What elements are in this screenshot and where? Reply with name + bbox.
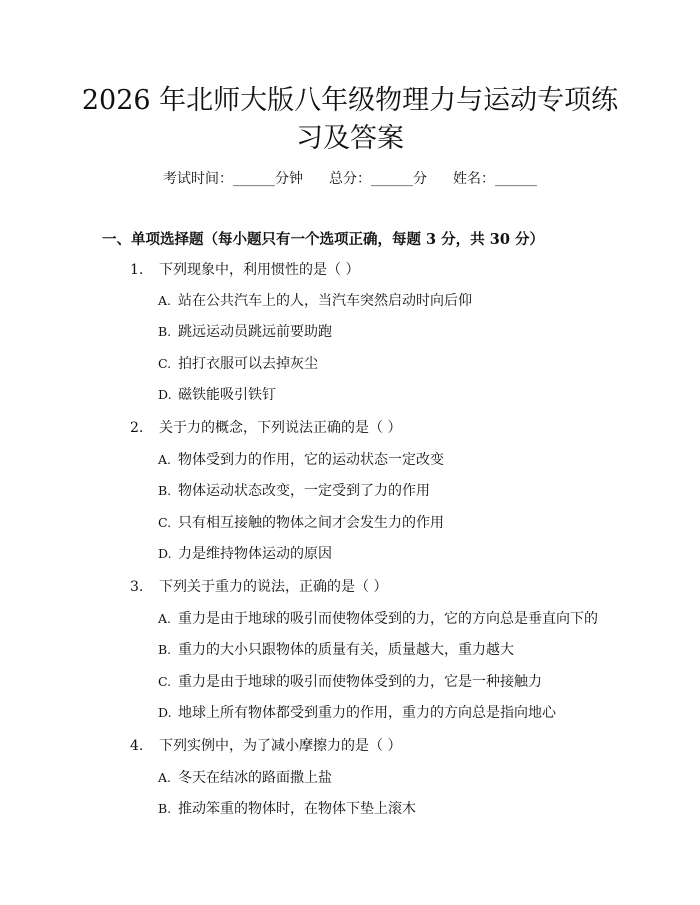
option-text: 重力是由于地球的吸引而使物体受到的力，它的方向总是垂直向下的: [178, 611, 598, 627]
option-text: 拍打衣服可以去掉灰尘: [178, 356, 318, 372]
option-key: C.: [158, 674, 172, 689]
question-stem: 关于力的概念，下列说法正确的是（ ）: [159, 420, 402, 436]
option-text: 力是维持物体运动的原因: [178, 546, 332, 562]
question-4-option-b: [158, 799, 416, 819]
option-text: 冬天在结冰的路面撒上盐: [178, 770, 332, 786]
option-text: 跳远运动员跳远前要助跑: [178, 324, 332, 340]
total-score-label: 总分：: [329, 171, 371, 187]
section-heading: 一、单项选择题（每小题只有一个选项正确，每题 3 分，共 30 分）: [102, 231, 544, 248]
exam-time-blank: ______: [233, 171, 275, 187]
exam-time-label: 考试时间：: [163, 171, 233, 187]
option-key: A.: [158, 770, 172, 785]
question-1-option-a: [158, 291, 472, 311]
question-3-option-c: [158, 672, 542, 692]
option-key: B.: [158, 642, 172, 657]
option-text: 物体受到力的作用，它的运动状态一定改变: [178, 452, 444, 468]
question-2-option-c: [158, 513, 444, 533]
option-key: A.: [158, 452, 172, 467]
option-key: D.: [158, 705, 172, 720]
question-stem: 下列关于重力的说法，正确的是（ ）: [159, 579, 388, 595]
option-key: A.: [158, 611, 172, 626]
question-1: [130, 260, 359, 280]
question-2-option-a: [158, 450, 444, 470]
question-3-option-d: [158, 703, 556, 723]
question-3: [130, 577, 387, 597]
question-2: [130, 418, 401, 438]
option-key: C.: [158, 356, 172, 371]
question-number: 1.: [130, 262, 144, 278]
option-key: B.: [158, 483, 172, 498]
question-3-option-a: [158, 609, 598, 629]
document-title-line-2: 习及答案: [296, 123, 404, 154]
question-2-option-b: [158, 481, 430, 501]
question-1-option-b: [158, 322, 332, 342]
question-1-option-c: [158, 354, 318, 374]
total-score-blank: ______: [371, 171, 413, 187]
option-text: 重力是由于地球的吸引而使物体受到的力，它是一种接触力: [178, 674, 542, 690]
option-key: D.: [158, 387, 172, 402]
option-text: 磁铁能吸引铁钉: [178, 387, 276, 403]
option-key: C.: [158, 515, 172, 530]
option-key: D.: [158, 546, 172, 561]
exam-info-line: [0, 169, 700, 189]
question-4: [130, 736, 401, 756]
option-text: 地球上所有物体都受到重力的作用，重力的方向总是指向地心: [178, 705, 556, 721]
option-text: 重力的大小只跟物体的质量有关，质量越大，重力越大: [178, 642, 514, 658]
question-4-option-a: [158, 768, 332, 788]
question-1-option-d: [158, 385, 276, 405]
question-3-option-b: [158, 640, 514, 660]
question-2-option-d: [158, 544, 332, 564]
total-score-unit: 分: [413, 171, 427, 187]
question-stem: 下列现象中，利用惯性的是（ ）: [159, 262, 360, 278]
option-text: 推动笨重的物体时，在物体下垫上滚木: [178, 801, 416, 817]
document-title-line-1: 2026 年北师大版八年级物理力与运动专项练: [81, 85, 619, 116]
option-key: B.: [158, 324, 172, 339]
option-text: 只有相互接触的物体之间才会发生力的作用: [178, 515, 444, 531]
question-number: 2.: [130, 420, 144, 436]
student-name-label: 姓名：: [453, 171, 495, 187]
option-text: 站在公共汽车上的人，当汽车突然启动时向后仰: [178, 293, 472, 309]
question-number: 3.: [130, 579, 144, 595]
student-name-blank: ______: [495, 171, 537, 187]
question-stem: 下列实例中，为了减小摩擦力的是（ ）: [159, 738, 402, 754]
option-text: 物体运动状态改变，一定受到了力的作用: [178, 483, 430, 499]
option-key: B.: [158, 801, 172, 816]
exam-time-unit: 分钟: [275, 171, 303, 187]
question-number: 4.: [130, 738, 144, 754]
option-key: A.: [158, 293, 172, 308]
